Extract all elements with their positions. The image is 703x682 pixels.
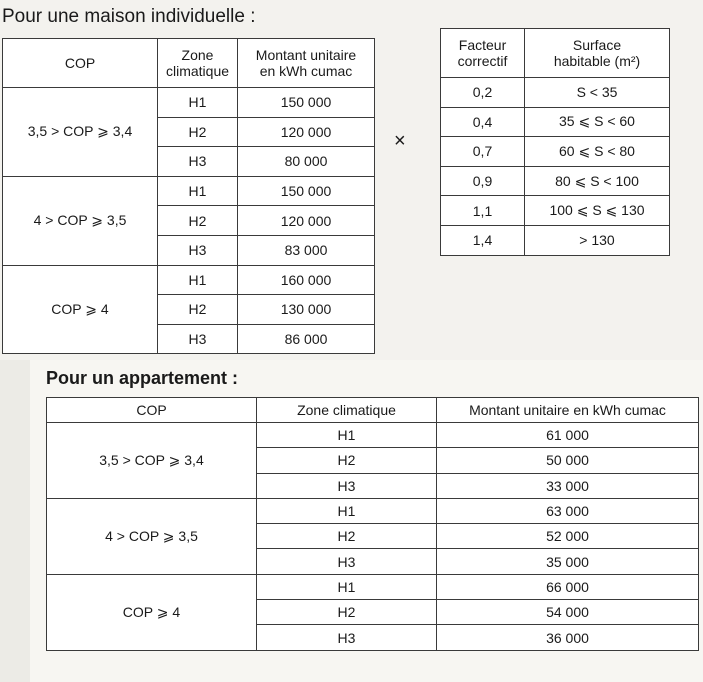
factor-value-cell: 0,7 (441, 137, 525, 167)
factor-value-cell: 1,4 (441, 225, 525, 255)
table-row (441, 78, 670, 108)
appart-header-cop: COP (47, 398, 257, 423)
maison-zone-cell: H3 (158, 147, 238, 177)
appart-value-cell: 63 000 (437, 498, 699, 523)
appart-zone-cell: H1 (257, 423, 437, 448)
maison-zone-cell: H3 (158, 235, 238, 265)
table-row (441, 107, 670, 137)
appart-heading: Pour un appartement : (46, 368, 239, 388)
table-row (47, 574, 699, 599)
maison-header-cop: COP (3, 39, 158, 88)
multiply-sign: × (394, 130, 406, 152)
appart-zone-cell: H3 (257, 625, 437, 650)
appart-cop-cell: COP ⩾ 4 (47, 574, 257, 650)
factor-table (440, 28, 670, 256)
appart-value-cell: 54 000 (437, 600, 699, 625)
appart-value-cell: 35 000 (437, 549, 699, 574)
maison-value-cell: 120 000 (238, 206, 375, 236)
factor-value-cell: 0,4 (441, 107, 525, 137)
appart-zone-cell: H3 (257, 473, 437, 498)
maison-zone-cell: H1 (158, 265, 238, 295)
maison-value-cell: 160 000 (238, 265, 375, 295)
table-row (3, 176, 375, 206)
maison-heading: Pour une maison individuelle : (2, 6, 256, 27)
surface-range-cell: 100 ⩽ S ⩽ 130 (525, 196, 670, 226)
appart-zone-cell: H1 (257, 498, 437, 523)
maison-zone-cell: H2 (158, 295, 238, 325)
maison-cop-cell: COP ⩾ 4 (3, 265, 158, 354)
appart-value-cell: 33 000 (437, 473, 699, 498)
appart-value-cell: 52 000 (437, 524, 699, 549)
maison-value-cell: 120 000 (238, 117, 375, 147)
maison-header-zone: Zone climatique (158, 39, 238, 88)
table-row (441, 196, 670, 226)
surface-range-cell: > 130 (525, 225, 670, 255)
appart-header-zone: Zone climatique (257, 398, 437, 423)
factor-header-facteur: Facteur correctif (441, 29, 525, 78)
maison-zone-cell: H2 (158, 206, 238, 236)
factor-header-row (441, 29, 670, 78)
maison-zone-cell: H1 (158, 88, 238, 118)
table-row (3, 88, 375, 118)
factor-value-cell: 0,9 (441, 166, 525, 196)
maison-value-cell: 150 000 (238, 88, 375, 118)
surface-range-cell: S < 35 (525, 78, 670, 108)
appart-zone-cell: H2 (257, 524, 437, 549)
appart-zone-cell: H2 (257, 600, 437, 625)
maison-value-cell: 150 000 (238, 176, 375, 206)
appart-value-cell: 50 000 (437, 448, 699, 473)
maison-value-cell: 80 000 (238, 147, 375, 177)
appart-zone-cell: H1 (257, 574, 437, 599)
maison-header-montant: Montant unitaire en kWh cumac (238, 39, 375, 88)
maison-cop-cell: 3,5 > COP ⩾ 3,4 (3, 88, 158, 177)
appart-table (46, 397, 699, 651)
appart-cop-cell: 4 > COP ⩾ 3,5 (47, 498, 257, 574)
surface-range-cell: 80 ⩽ S < 100 (525, 166, 670, 196)
table-row (441, 225, 670, 255)
appart-header-row (47, 398, 699, 423)
maison-value-cell: 83 000 (238, 235, 375, 265)
appart-zone-cell: H3 (257, 549, 437, 574)
appart-cop-cell: 3,5 > COP ⩾ 3,4 (47, 423, 257, 499)
maison-value-cell: 130 000 (238, 295, 375, 325)
factor-header-surface: Surface habitable (m²) (525, 29, 670, 78)
maison-value-cell: 86 000 (238, 324, 375, 354)
factor-value-cell: 0,2 (441, 78, 525, 108)
table-row (47, 423, 699, 448)
appart-value-cell: 61 000 (437, 423, 699, 448)
maison-header-row (3, 39, 375, 88)
appart-zone-cell: H2 (257, 448, 437, 473)
table-row (3, 265, 375, 295)
maison-zone-cell: H3 (158, 324, 238, 354)
maison-table (2, 38, 375, 354)
maison-zone-cell: H1 (158, 176, 238, 206)
table-row (441, 137, 670, 167)
table-row (441, 166, 670, 196)
appart-value-cell: 36 000 (437, 625, 699, 650)
appart-header-montant: Montant unitaire en kWh cumac (437, 398, 699, 423)
surface-range-cell: 60 ⩽ S < 80 (525, 137, 670, 167)
appart-value-cell: 66 000 (437, 574, 699, 599)
maison-zone-cell: H2 (158, 117, 238, 147)
table-row (47, 498, 699, 523)
factor-value-cell: 1,1 (441, 196, 525, 226)
surface-range-cell: 35 ⩽ S < 60 (525, 107, 670, 137)
maison-cop-cell: 4 > COP ⩾ 3,5 (3, 176, 158, 265)
